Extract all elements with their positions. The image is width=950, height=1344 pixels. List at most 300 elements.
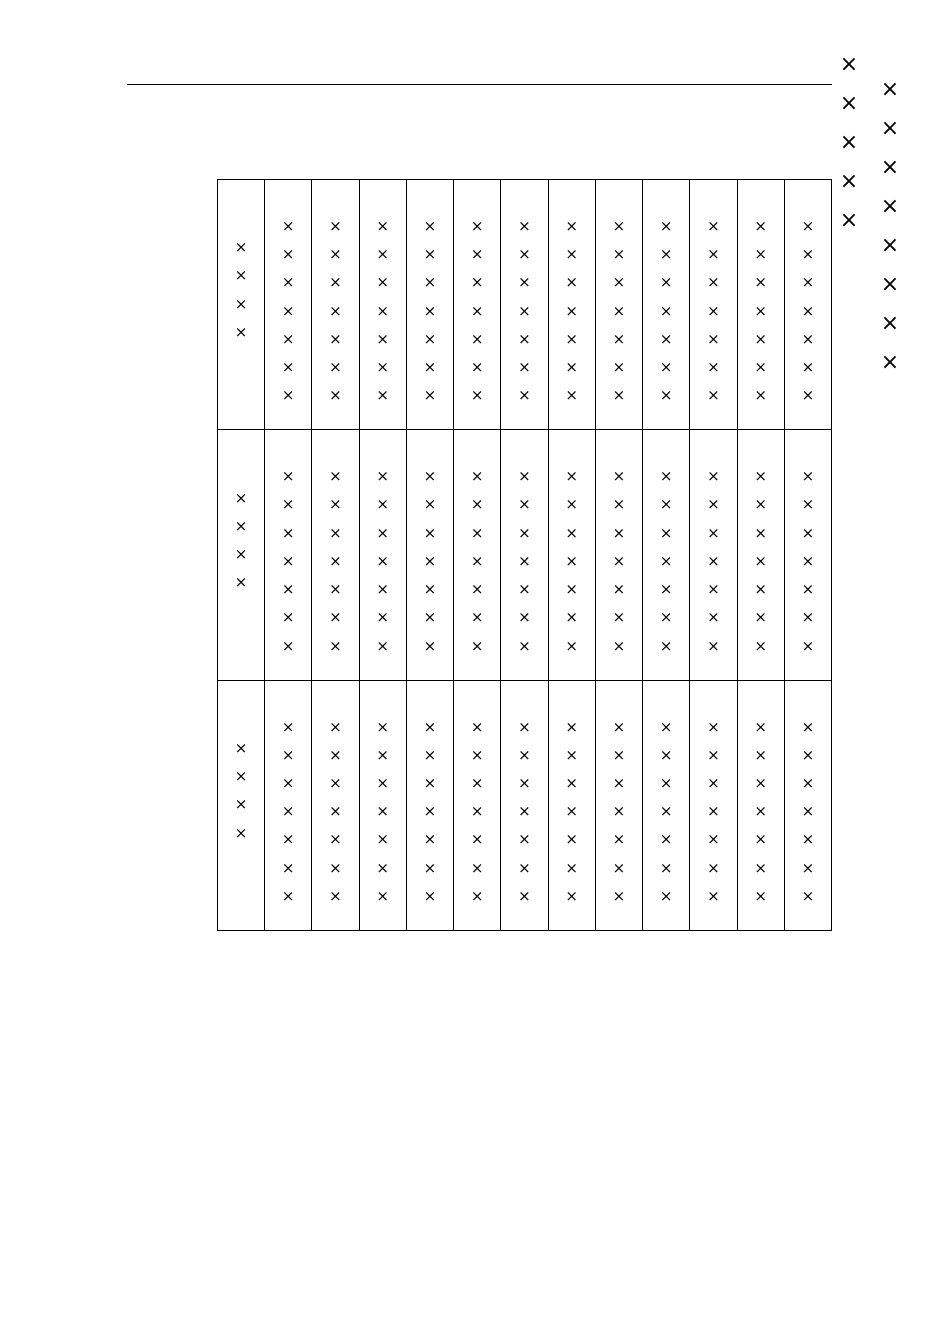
cell-mark: ×	[423, 858, 437, 877]
cell-mark: ×	[754, 802, 767, 821]
cell-mark: ×	[754, 301, 767, 320]
cell-mark: ×	[376, 216, 389, 235]
cell-mark: ×	[565, 357, 578, 376]
cell-mark: ×	[376, 830, 389, 849]
cell-mark: ×	[518, 329, 531, 348]
table-cell	[501, 430, 548, 680]
row-header-cell	[218, 430, 265, 680]
cell-mark: ×	[329, 216, 342, 235]
cell-mark: ×	[329, 886, 342, 905]
cell-mark: ×	[518, 273, 531, 292]
cell-mark: ×	[801, 830, 815, 849]
cell-mark: ×	[376, 467, 389, 486]
header-mark: ×	[234, 266, 248, 285]
cell-mark: ×	[707, 802, 720, 821]
table-cell	[690, 180, 737, 430]
cell-mark: ×	[470, 717, 484, 736]
cell-mark: ×	[801, 357, 815, 376]
cell-mark: ×	[281, 245, 295, 264]
table-cell	[501, 680, 548, 930]
cell-mark: ×	[470, 245, 484, 264]
cell-mark: ×	[707, 745, 720, 764]
cell-mark: ×	[801, 636, 815, 655]
cell-mark: ×	[423, 216, 437, 235]
cell-mark: ×	[376, 745, 389, 764]
cell-mark: ×	[470, 216, 484, 235]
cell-mark: ×	[376, 636, 389, 655]
cell-mark: ×	[376, 386, 389, 405]
cell-mark: ×	[470, 636, 484, 655]
cell-mark: ×	[423, 580, 437, 599]
cell-mark: ×	[612, 580, 626, 599]
cell-mark: ×	[281, 636, 295, 655]
cell-mark: ×	[659, 357, 673, 376]
cell-mark: ×	[518, 636, 531, 655]
cell-mark: ×	[565, 216, 578, 235]
table-cell	[312, 180, 359, 430]
cell-mark: ×	[376, 495, 389, 514]
cell-mark: ×	[376, 608, 389, 627]
cell-mark: ×	[565, 551, 578, 570]
cell-mark: ×	[707, 608, 720, 627]
cell-mark: ×	[281, 386, 295, 405]
cell-mark: ×	[281, 717, 295, 736]
table-cell	[690, 680, 737, 930]
margin-mark: ×	[880, 272, 900, 297]
cell-mark: ×	[565, 608, 578, 627]
cell-mark: ×	[659, 802, 673, 821]
cell-mark: ×	[329, 495, 342, 514]
cell-mark: ×	[518, 745, 531, 764]
cell-mark: ×	[281, 802, 295, 821]
cell-mark: ×	[376, 523, 389, 542]
table-cell	[690, 430, 737, 680]
table-cell	[359, 430, 406, 680]
cell-mark: ×	[707, 551, 720, 570]
cell-mark: ×	[281, 467, 295, 486]
cell-mark: ×	[565, 636, 578, 655]
cell-mark: ×	[518, 245, 531, 264]
cell-mark: ×	[754, 858, 767, 877]
table-cell	[406, 680, 453, 930]
cell-mark: ×	[470, 495, 484, 514]
cell-mark: ×	[329, 551, 342, 570]
cell-mark: ×	[612, 523, 626, 542]
cell-mark: ×	[423, 301, 437, 320]
table-cell	[265, 180, 312, 430]
cell-mark: ×	[801, 273, 815, 292]
cell-mark: ×	[423, 745, 437, 764]
cell-mark: ×	[518, 886, 531, 905]
cell-mark: ×	[329, 608, 342, 627]
cell-mark: ×	[754, 245, 767, 264]
cell-mark: ×	[565, 774, 578, 793]
cell-mark: ×	[470, 523, 484, 542]
cell-mark: ×	[754, 467, 767, 486]
cell-mark: ×	[518, 830, 531, 849]
cell-mark: ×	[659, 608, 673, 627]
cell-mark: ×	[754, 830, 767, 849]
cell-mark: ×	[470, 467, 484, 486]
row-header-cell	[218, 180, 265, 430]
table-row	[218, 180, 832, 430]
cell-mark: ×	[329, 357, 342, 376]
cell-mark: ×	[376, 886, 389, 905]
cell-mark: ×	[329, 273, 342, 292]
cell-mark: ×	[659, 386, 673, 405]
cell-mark: ×	[329, 745, 342, 764]
table-cell	[359, 180, 406, 430]
cell-mark: ×	[518, 495, 531, 514]
table-row	[218, 430, 832, 680]
cell-mark: ×	[612, 467, 626, 486]
cell-mark: ×	[754, 608, 767, 627]
cell-mark: ×	[659, 551, 673, 570]
margin-mark: ×	[839, 169, 859, 194]
cell-mark: ×	[801, 608, 815, 627]
cell-mark: ×	[659, 858, 673, 877]
cell-mark: ×	[754, 273, 767, 292]
cell-mark: ×	[423, 357, 437, 376]
cell-mark: ×	[801, 216, 815, 235]
cell-mark: ×	[565, 273, 578, 292]
header-mark: ×	[234, 238, 248, 257]
cell-mark: ×	[281, 523, 295, 542]
table-cell	[359, 680, 406, 930]
cell-mark: ×	[329, 802, 342, 821]
cell-mark: ×	[707, 245, 720, 264]
margin-mark: ×	[880, 311, 900, 336]
margin-mark: ×	[839, 130, 859, 155]
cell-mark: ×	[659, 467, 673, 486]
cell-mark: ×	[754, 774, 767, 793]
cell-mark: ×	[376, 329, 389, 348]
header-mark: ×	[234, 767, 248, 786]
cell-mark: ×	[376, 551, 389, 570]
cell-mark: ×	[470, 357, 484, 376]
cell-mark: ×	[612, 608, 626, 627]
header-mark: ×	[234, 738, 248, 757]
table-cell	[784, 180, 831, 430]
cell-mark: ×	[470, 608, 484, 627]
cell-mark: ×	[281, 329, 295, 348]
cell-mark: ×	[612, 357, 626, 376]
cell-mark: ×	[565, 467, 578, 486]
cell-mark: ×	[659, 216, 673, 235]
cell-mark: ×	[801, 495, 815, 514]
header-mark: ×	[234, 823, 248, 842]
cell-mark: ×	[612, 774, 626, 793]
cell-mark: ×	[707, 717, 720, 736]
cell-mark: ×	[470, 329, 484, 348]
margin-marks-left	[838, 54, 860, 232]
table-cell	[265, 680, 312, 930]
margin-mark: ×	[839, 208, 859, 233]
cell-mark: ×	[423, 523, 437, 542]
cell-mark: ×	[659, 329, 673, 348]
table-cell	[643, 430, 690, 680]
cell-mark: ×	[518, 717, 531, 736]
cell-mark: ×	[659, 830, 673, 849]
table-cell	[737, 680, 784, 930]
table-cell	[548, 180, 595, 430]
cell-mark: ×	[423, 802, 437, 821]
cell-mark: ×	[423, 717, 437, 736]
cell-mark: ×	[707, 858, 720, 877]
cell-mark: ×	[518, 467, 531, 486]
table-cell	[737, 430, 784, 680]
cell-mark: ×	[470, 886, 484, 905]
cell-mark: ×	[470, 858, 484, 877]
cell-mark: ×	[707, 580, 720, 599]
cell-mark: ×	[612, 830, 626, 849]
cell-mark: ×	[659, 745, 673, 764]
cell-mark: ×	[801, 523, 815, 542]
cell-mark: ×	[659, 245, 673, 264]
cell-mark: ×	[281, 580, 295, 599]
cell-mark: ×	[329, 245, 342, 264]
cell-mark: ×	[565, 495, 578, 514]
cell-mark: ×	[612, 551, 626, 570]
cell-mark: ×	[659, 273, 673, 292]
cell-mark: ×	[376, 301, 389, 320]
cell-mark: ×	[801, 858, 815, 877]
cell-mark: ×	[423, 636, 437, 655]
cell-mark: ×	[376, 802, 389, 821]
cell-mark: ×	[801, 386, 815, 405]
cell-mark: ×	[470, 580, 484, 599]
cell-mark: ×	[612, 636, 626, 655]
cell-mark: ×	[518, 551, 531, 570]
cell-mark: ×	[801, 329, 815, 348]
cell-mark: ×	[707, 386, 720, 405]
cell-mark: ×	[659, 580, 673, 599]
cell-mark: ×	[423, 245, 437, 264]
cell-mark: ×	[329, 467, 342, 486]
cell-mark: ×	[801, 245, 815, 264]
table-cell	[312, 430, 359, 680]
cell-mark: ×	[754, 357, 767, 376]
cell-mark: ×	[470, 774, 484, 793]
table-row	[218, 680, 832, 930]
table-cell	[595, 180, 642, 430]
cell-mark: ×	[281, 745, 295, 764]
cell-mark: ×	[423, 551, 437, 570]
cell-mark: ×	[801, 774, 815, 793]
cell-mark: ×	[329, 830, 342, 849]
cell-mark: ×	[659, 636, 673, 655]
header-mark: ×	[234, 322, 248, 341]
cell-mark: ×	[329, 774, 342, 793]
row-header-cell	[218, 680, 265, 930]
table-cell	[643, 180, 690, 430]
cell-mark: ×	[565, 858, 578, 877]
cell-mark: ×	[565, 802, 578, 821]
table-cell	[406, 180, 453, 430]
cell-mark: ×	[659, 301, 673, 320]
cell-mark: ×	[801, 717, 815, 736]
table-cell	[643, 680, 690, 930]
cell-mark: ×	[565, 830, 578, 849]
cell-mark: ×	[329, 858, 342, 877]
cell-mark: ×	[801, 551, 815, 570]
cell-mark: ×	[376, 858, 389, 877]
cell-mark: ×	[612, 216, 626, 235]
header-mark: ×	[234, 488, 248, 507]
cell-mark: ×	[281, 608, 295, 627]
cell-mark: ×	[423, 386, 437, 405]
cell-mark: ×	[754, 495, 767, 514]
table-cell	[784, 430, 831, 680]
cell-mark: ×	[754, 329, 767, 348]
cell-mark: ×	[281, 357, 295, 376]
cell-mark: ×	[754, 717, 767, 736]
cell-mark: ×	[518, 301, 531, 320]
cell-mark: ×	[281, 551, 295, 570]
cell-mark: ×	[281, 301, 295, 320]
cell-mark: ×	[754, 523, 767, 542]
cell-mark: ×	[470, 273, 484, 292]
cell-mark: ×	[707, 886, 720, 905]
cell-mark: ×	[423, 886, 437, 905]
cell-mark: ×	[707, 273, 720, 292]
table-cell	[737, 180, 784, 430]
margin-mark: ×	[880, 116, 900, 141]
cell-mark: ×	[754, 386, 767, 405]
table-cell	[595, 680, 642, 930]
cell-mark: ×	[329, 301, 342, 320]
cell-mark: ×	[281, 886, 295, 905]
cell-mark: ×	[518, 357, 531, 376]
cell-mark: ×	[612, 301, 626, 320]
cell-mark: ×	[612, 802, 626, 821]
cell-mark: ×	[470, 301, 484, 320]
cell-mark: ×	[659, 886, 673, 905]
cell-mark: ×	[565, 580, 578, 599]
cell-mark: ×	[754, 745, 767, 764]
cell-mark: ×	[329, 329, 342, 348]
table-cell	[595, 430, 642, 680]
cell-mark: ×	[565, 886, 578, 905]
cell-mark: ×	[801, 580, 815, 599]
cell-mark: ×	[329, 523, 342, 542]
cell-mark: ×	[612, 245, 626, 264]
cell-mark: ×	[329, 386, 342, 405]
cell-mark: ×	[470, 745, 484, 764]
cell-mark: ×	[376, 717, 389, 736]
cell-mark: ×	[423, 495, 437, 514]
table-cell	[454, 180, 501, 430]
header-mark: ×	[234, 516, 248, 535]
cell-mark: ×	[423, 329, 437, 348]
cell-mark: ×	[565, 523, 578, 542]
cell-mark: ×	[612, 386, 626, 405]
table-cell	[312, 680, 359, 930]
cell-mark: ×	[281, 830, 295, 849]
cell-mark: ×	[707, 523, 720, 542]
cell-mark: ×	[376, 580, 389, 599]
cell-mark: ×	[612, 495, 626, 514]
data-table	[217, 179, 832, 931]
cell-mark: ×	[518, 858, 531, 877]
margin-mark: ×	[880, 233, 900, 258]
cell-mark: ×	[470, 551, 484, 570]
cell-mark: ×	[518, 523, 531, 542]
cell-mark: ×	[281, 273, 295, 292]
cell-mark: ×	[565, 386, 578, 405]
cell-mark: ×	[707, 467, 720, 486]
cell-mark: ×	[707, 357, 720, 376]
margin-mark: ×	[880, 155, 900, 180]
cell-mark: ×	[565, 745, 578, 764]
cell-mark: ×	[612, 717, 626, 736]
cell-mark: ×	[565, 245, 578, 264]
top-rule	[127, 84, 832, 85]
cell-mark: ×	[329, 636, 342, 655]
cell-mark: ×	[801, 886, 815, 905]
cell-mark: ×	[612, 886, 626, 905]
cell-mark: ×	[565, 329, 578, 348]
cell-mark: ×	[281, 495, 295, 514]
cell-mark: ×	[281, 774, 295, 793]
cell-mark: ×	[612, 273, 626, 292]
cell-mark: ×	[518, 386, 531, 405]
cell-mark: ×	[518, 608, 531, 627]
cell-mark: ×	[707, 216, 720, 235]
cell-mark: ×	[565, 301, 578, 320]
cell-mark: ×	[518, 802, 531, 821]
cell-mark: ×	[281, 216, 295, 235]
cell-mark: ×	[754, 886, 767, 905]
cell-mark: ×	[754, 216, 767, 235]
cell-mark: ×	[707, 495, 720, 514]
cell-mark: ×	[470, 802, 484, 821]
table-cell	[454, 430, 501, 680]
cell-mark: ×	[754, 636, 767, 655]
cell-mark: ×	[518, 216, 531, 235]
cell-mark: ×	[754, 551, 767, 570]
cell-mark: ×	[376, 245, 389, 264]
cell-mark: ×	[754, 580, 767, 599]
cell-mark: ×	[612, 745, 626, 764]
margin-mark: ×	[880, 194, 900, 219]
cell-mark: ×	[612, 329, 626, 348]
cell-mark: ×	[659, 523, 673, 542]
cell-mark: ×	[612, 858, 626, 877]
table-cell	[548, 680, 595, 930]
cell-mark: ×	[565, 717, 578, 736]
cell-mark: ×	[423, 467, 437, 486]
cell-mark: ×	[659, 495, 673, 514]
margin-marks-right	[879, 79, 901, 374]
header-mark: ×	[234, 544, 248, 563]
table-cell	[406, 430, 453, 680]
cell-mark: ×	[423, 830, 437, 849]
cell-mark: ×	[376, 273, 389, 292]
cell-mark: ×	[801, 745, 815, 764]
cell-mark: ×	[423, 273, 437, 292]
cell-mark: ×	[281, 858, 295, 877]
margin-mark: ×	[880, 77, 900, 102]
cell-mark: ×	[423, 608, 437, 627]
cell-mark: ×	[801, 802, 815, 821]
header-mark: ×	[234, 795, 248, 814]
cell-mark: ×	[518, 774, 531, 793]
cell-mark: ×	[470, 386, 484, 405]
cell-mark: ×	[801, 301, 815, 320]
cell-mark: ×	[659, 717, 673, 736]
cell-mark: ×	[376, 357, 389, 376]
